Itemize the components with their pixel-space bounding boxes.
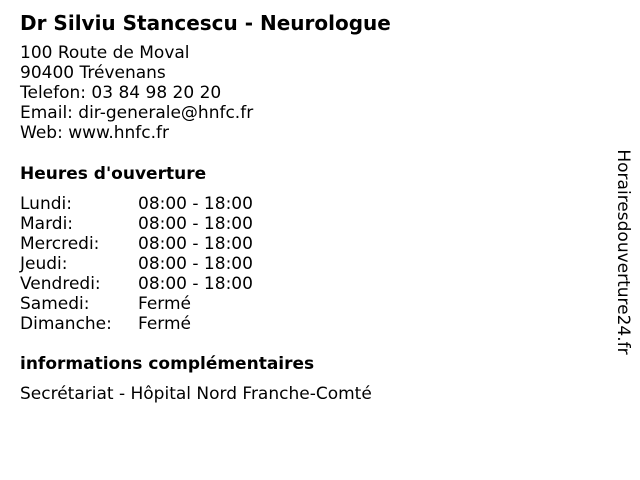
opening-hours-table [20,194,253,334]
hours-row-wednesday [20,234,253,254]
phone-number: Telefon: 03 84 98 20 20 [20,83,222,103]
hours-row-thursday [20,254,253,274]
day-label: Lundi: [20,194,72,214]
time-value: Fermé [138,294,192,314]
time-value: 08:00 - 18:00 [138,274,253,294]
day-label: Jeudi: [20,254,68,274]
additional-info-text: Secrétariat - Hôpital Nord Franche-Comté [20,384,372,404]
email-address: Email: dir-generale@hnfc.fr [20,103,254,123]
additional-info-heading: informations complémentaires [20,354,315,374]
hours-row-tuesday [20,214,253,234]
hours-row-sunday [20,314,253,334]
day-label: Samedi: [20,294,90,314]
hours-row-monday [20,194,253,214]
contact-block [20,43,253,143]
website: Web: www.hnfc.fr [20,123,170,143]
day-label: Dimanche: [20,314,112,334]
site-watermark: Horairesdouverture24.fr [613,149,633,355]
time-value: 08:00 - 18:00 [138,194,253,214]
time-value: 08:00 - 18:00 [138,234,253,254]
time-value: 08:00 - 18:00 [138,214,253,234]
city-postal: 90400 Trévenans [20,63,166,83]
street-address: 100 Route de Moval [20,43,190,63]
day-label: Mardi: [20,214,74,234]
time-value: 08:00 - 18:00 [138,254,253,274]
opening-hours-heading: Heures d'ouverture [20,164,207,184]
day-label: Mercredi: [20,234,100,254]
day-label: Vendredi: [20,274,101,294]
time-value: Fermé [138,314,192,334]
hours-row-friday [20,274,253,294]
hours-row-saturday [20,294,253,314]
page-title: Dr Silviu Stancescu - Neurologue [20,11,391,35]
